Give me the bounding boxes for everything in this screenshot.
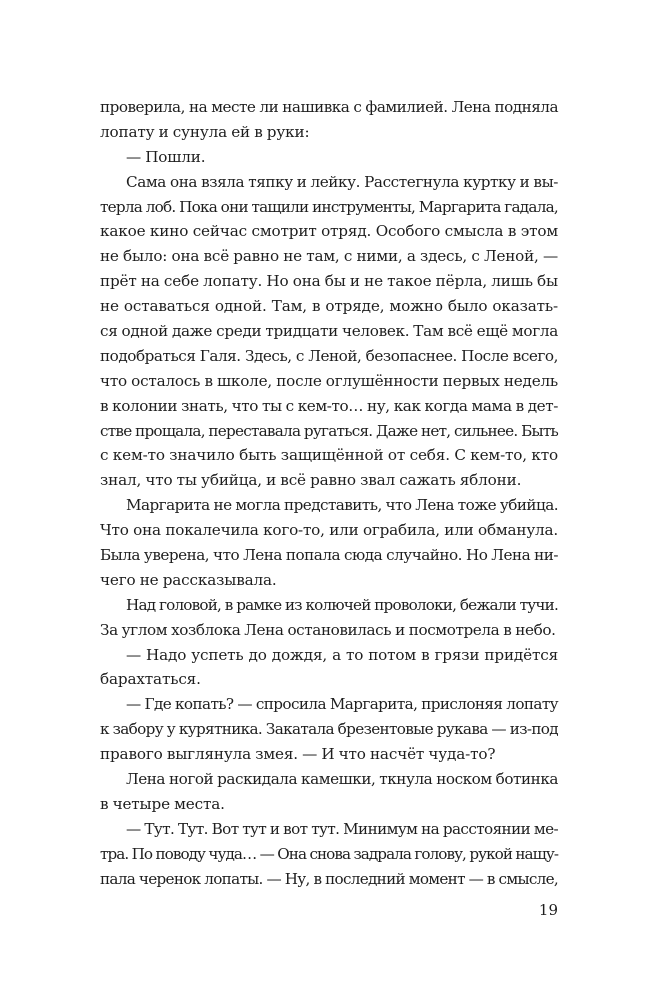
text-line: правого выглянула змея. — И что насчёт чуда-то? [100,745,496,764]
text-line: проверила, на месте ли нашивка с фамилией. Лена подняла [100,98,558,116]
text-line: — Тут. Тут. Вот тут и вот тут. Минимум на расстоянии ме- [126,819,558,838]
text-line: Сама она взяла тяпку и лейку. Расстегнула куртку и вы- [126,172,558,191]
text-line: Над головой, в рамке из колючей проволоки, бежали тучи. [126,595,558,614]
body-text [100,95,558,892]
text-line: что осталось в школе, после оглушённости первых недель [100,371,558,390]
text-line: лопату и сунула ей в руки: [100,122,310,141]
text-line: чего не рассказывала. [100,570,277,589]
page-number: 19 [538,901,558,919]
text-line: не было: она всё равно не там, с ними, а здесь, с Леной, — [100,247,558,266]
text-line: в колонии знать, что ты с кем-то… ну, как когда мама в дет- [100,396,558,415]
text-line: пала черенок лопаты. — Ну, в последний момент — в смысле, [100,869,558,888]
text-line: За углом хозблока Лена остановилась и посмотрела в небо. [100,620,556,639]
text-line: в четыре места. [100,794,225,813]
text-line: Лена ногой раскидала камешки, ткнула носком ботинка [126,770,558,789]
text-line: Была уверена, что Лена попала сюда случайно. Но Лена ни- [100,546,558,565]
text-line: барахтаться. [100,670,201,689]
text-line: подобраться Галя. Здесь, с Леной, безопаснее. После всего, [100,346,558,365]
text-line: стве прощала, переставала ругаться. Даже нет, сильнее. Быть [100,421,558,440]
text-line: Маргарита не могла представить, что Лена тоже убийца. [126,496,558,515]
text-line: — Где копать? — спросила Маргарита, прислоняя лопату [126,695,558,714]
text-line: Что она покалечила кого-то, или ограбила, или обманула. [100,521,558,540]
text-line: не оставаться одной. Там, в отряде, можно было оказать- [100,297,558,316]
text-line: какое кино сейчас смотрит отряд. Особого смысла в этом [100,222,558,241]
text-line: терла лоб. Пока они тащили инструменты, Маргарита гадала, [100,197,558,216]
text-line: к забору у курятника. Закатала брезентовые рукава — из-под [100,720,558,739]
text-line: с кем-то значило быть защищённой от себя. С кем-то, кто [100,446,558,465]
text-line: ся одной даже среди тридцати человек. Там всё ещё могла [100,322,558,341]
text-line: — Надо успеть до дождя, а то потом в грязи придётся [126,645,558,664]
text-line: прёт на себе лопату. Но она бы и не такое пёрла, лишь бы [100,272,558,291]
text-line: знал, что ты убийца, и всё равно звал сажать яблони. [100,471,522,490]
text-line: тра. По поводу чуда… — Она снова задрала голову, рукой нащу- [100,844,558,863]
text-line: — Пошли. [126,147,206,166]
